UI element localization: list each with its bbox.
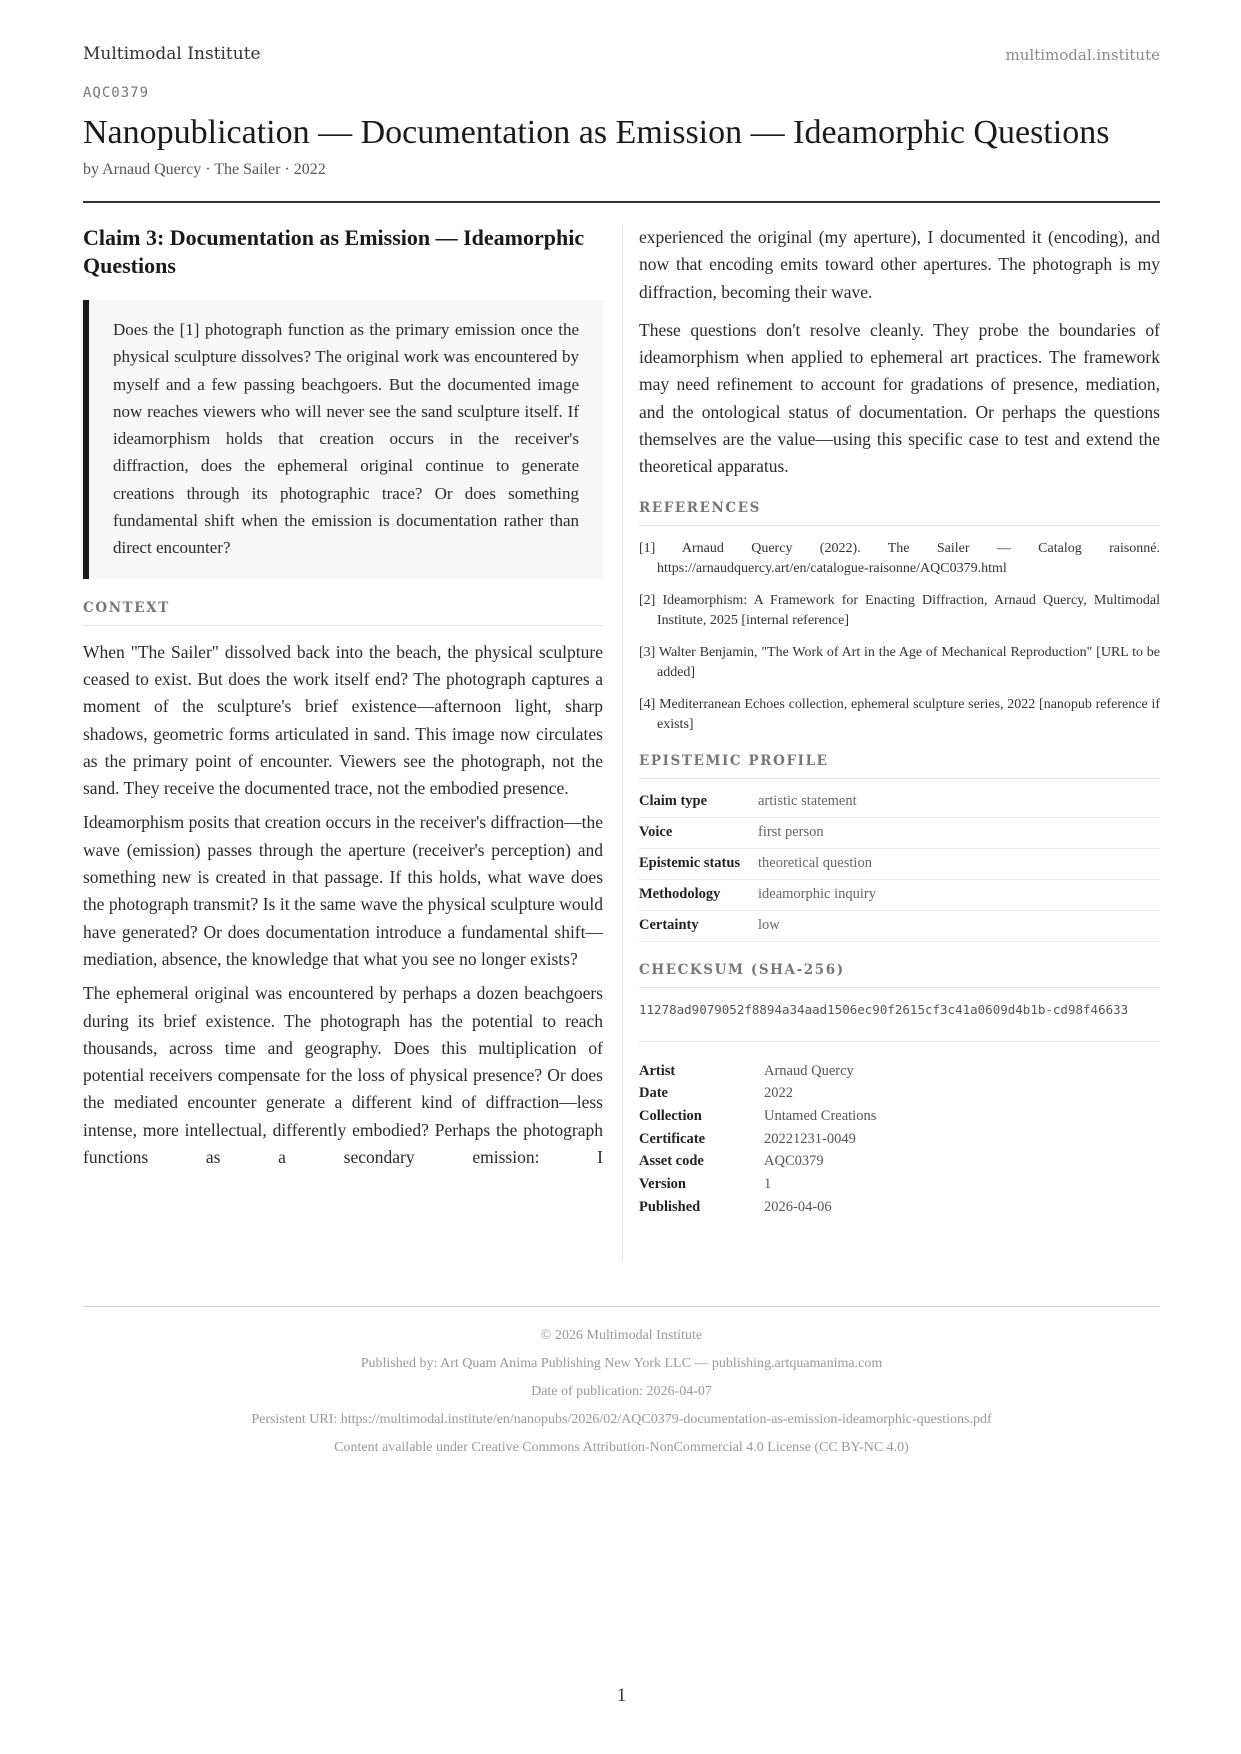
reference-item: [4] Mediterranean Echoes collection, ephemeral sculpture series, 2022 [nanopub reference if exists] [639, 696, 1160, 732]
table-row [639, 787, 1160, 818]
epistemic-profile-label: EPISTEMIC PROFILE [639, 753, 1160, 779]
metadata-value: 2022 [764, 1085, 793, 1102]
footer-publisher: Published by: Art Quam Anima Publishing New York LLC — publishing.artquamanima.com [360, 1356, 883, 1371]
context-paragraph-3: The ephemeral original was encountered by perhaps a dozen beachgoers during its brief existence. The photograph has the potential to reach thousands, across time and geography. Does this multiplication of potential receivers compensate for the loss of physical presence? Or does the mediated encounter generate a different kind of diffraction—less intense, more intellectual, differently embodied? Perhaps the photograph functions as a secondary emission: I [83, 983, 603, 1168]
institute-name: Multimodal Institute [83, 44, 261, 64]
page-title: Nanopublication — Documentation as Emission — Ideamorphic Questions [83, 114, 1110, 151]
table-row [639, 1082, 876, 1105]
profile-value: first person [758, 817, 1160, 848]
context-label: CONTEXT [83, 600, 603, 626]
metadata-key: Version [639, 1176, 686, 1193]
context-paragraph-1: When "The Sailer" dissolved back into the beach, the physical sculpture ceased to exist. But does the work itself end? The photograph captures a moment of the sculpture's brief existence—afternoon light, sharp shadows, geometric forms articulated in sand. This image now circulates as the primary point of encounter. Viewers see the photograph, not the sand. They receive the documented trace, not the embodied presence. [83, 641, 603, 799]
epistemic-profile-table [639, 787, 1160, 942]
claim-heading: Claim 3: Documentation as Emission — Ideamorphic Questions [83, 225, 585, 278]
table-row [639, 1060, 876, 1083]
title-divider [83, 201, 1160, 203]
footer-license: Content available under Creative Commons Attribution-NonCommercial 4.0 License (CC BY-NC 4.0) [334, 1440, 909, 1455]
context-paragraph-3-continued: experienced the original (my aperture), I documented it (encoding), and now that encoding emits toward other apertures. The photograph is my diffraction, becoming their wave. [639, 227, 1160, 302]
profile-value: ideamorphic inquiry [758, 879, 1160, 910]
context-paragraph-2: Ideamorphism posits that creation occurs in the receiver's diffraction—the wave (emission) passes through the aperture (receiver's perception) and something new is created in that passage. If this holds, what wave does the photograph transmit? Is it the same wave the physical sculpture would have generated? Or does documentation introduce a fundamental shift—mediation, absence, the knowledge that what you see no longer exists? [83, 812, 603, 969]
references-list [639, 539, 1160, 735]
profile-key: Voice [639, 817, 758, 848]
profile-value: low [758, 910, 1160, 941]
table-row [639, 1196, 876, 1219]
profile-key: Claim type [639, 787, 758, 818]
institute-site: multimodal.institute [1005, 46, 1160, 64]
page-number: 1 [616, 1685, 627, 1706]
table-row [639, 817, 1160, 848]
left-column [83, 224, 603, 1171]
metadata-value: 1 [764, 1176, 772, 1193]
byline: by Arnaud Quercy · The Sailer · 2022 [83, 161, 326, 178]
document-page [83, 0, 1160, 1754]
profile-key: Certainty [639, 910, 758, 941]
footer-publication-date: Date of publication: 2026-04-07 [531, 1384, 712, 1399]
metadata-key: Collection [639, 1108, 702, 1125]
metadata-key: Date [639, 1085, 668, 1102]
profile-key: Methodology [639, 879, 758, 910]
masthead [83, 44, 1160, 68]
metadata-key: Asset code [639, 1153, 704, 1170]
metadata-key: Certificate [639, 1130, 706, 1147]
metadata-key: Published [639, 1198, 701, 1215]
footer [83, 1322, 1160, 1462]
right-column [639, 224, 1160, 1219]
table-row [639, 1150, 876, 1173]
metadata-value: AQC0379 [764, 1153, 824, 1170]
metadata-table [639, 1060, 876, 1219]
footer-copyright: © 2026 Multimodal Institute [540, 1328, 703, 1343]
table-row [639, 1105, 876, 1128]
metadata-value: Untamed Creations [764, 1108, 877, 1125]
table-row [639, 848, 1160, 879]
reference-item: [2] Ideamorphism: A Framework for Enacting Diffraction, Arnaud Quercy, Multimodal Institute, 2025 [internal reference] [639, 592, 1160, 628]
metadata-value: 20221231-0049 [764, 1130, 856, 1147]
table-row [639, 910, 1160, 941]
profile-value: theoretical question [758, 848, 1160, 879]
checksum-label: CHECKSUM (SHA-256) [639, 962, 1160, 988]
profile-key: Epistemic status [639, 848, 758, 879]
reference-item: [3] Walter Benjamin, "The Work of Art in the Age of Mechanical Reproduction" [URL to be added] [639, 644, 1160, 680]
table-row [639, 1128, 876, 1151]
table-row [639, 1173, 876, 1196]
asset-code: AQC0379 [83, 85, 150, 101]
checksum-value: 11278ad9079052f8894a34aad1506ec90f2615cf3c41a0609d4b1b-cd98f46633 [639, 1000, 1160, 1042]
metadata-value: 2026-04-06 [764, 1198, 832, 1215]
metadata-key: Artist [639, 1062, 676, 1079]
metadata-value: Arnaud Quercy [764, 1062, 854, 1079]
column-divider [622, 224, 623, 1260]
profile-value: artistic statement [758, 787, 1160, 818]
context-paragraph-4: These questions don't resolve cleanly. They probe the boundaries of ideamorphism when applied to ephemeral art practices. The framework may need refinement to account for gradations of presence, mediation, and the ontological status of documentation. Or perhaps the questions themselves are the value—using this specific case to test and extend the theoretical apparatus. [639, 319, 1160, 477]
footer-divider [83, 1306, 1160, 1307]
table-row [639, 879, 1160, 910]
references-label: REFERENCES [639, 500, 1160, 526]
reference-item: [1] Arnaud Quercy (2022). The Sailer — Catalog raisonné. https://arnaudquercy.art/en/catalogue-raisonne/AQC0379.html [639, 540, 1160, 576]
claim-quote: Does the [1] photograph function as the primary emission once the physical sculpture dissolves? The original work was encountered by myself and a few passing beachgoers. But the documented image now reaches viewers who will never see the sand sculpture itself. If ideamorphism holds that creation occurs in the receiver's diffraction, does the ephemeral original continue to generate creations through its photographic trace? Or does something fundamental shift when the emission is documentation rather than direct encounter? [83, 300, 603, 579]
footer-persistent-uri: Persistent URI: https://multimodal.institute/en/nanopubs/2026/02/AQC0379-documentation-as-emission-ideamorphic-questions.pdf [251, 1412, 992, 1427]
